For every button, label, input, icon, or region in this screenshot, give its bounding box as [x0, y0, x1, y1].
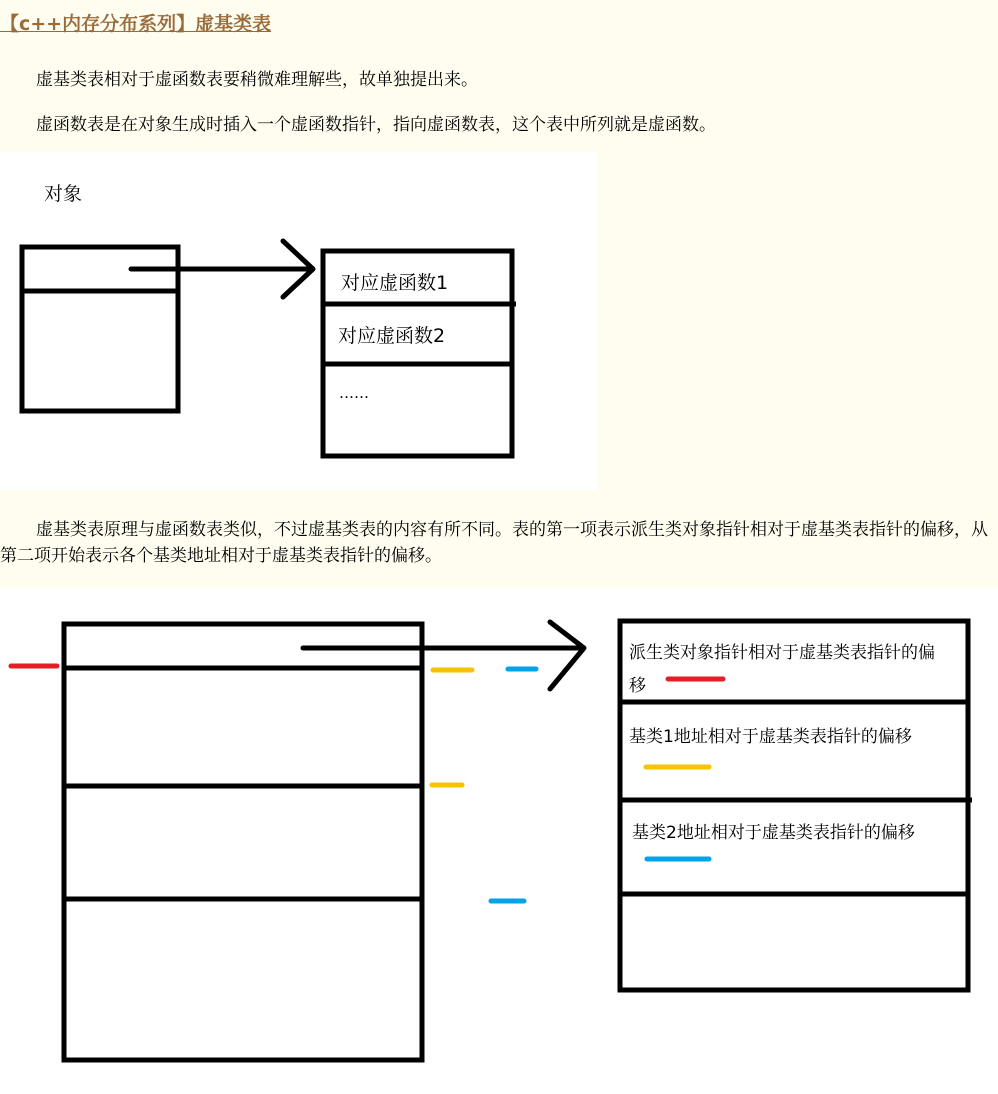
paragraph-1: 虚基类表相对于虚函数表要稍微难理解些，故单独提出来。 [36, 70, 478, 90]
paragraph-3: 虚基类表原理与虚函数表类似，不过虚基类表的内容有所不同。表的第一项表示派生类对象指针相对于虚基类表指针的偏移，从第二项开始表示各个基类地址相对于虚基类表指针的偏移。 [0, 520, 988, 566]
vbtable-diagram [0, 588, 998, 1094]
vbptr-arrow-head [550, 622, 584, 689]
vbtable-box [620, 621, 968, 990]
vtable-entry-1: 对应虚函数1 [341, 272, 449, 294]
vbtable-entry-1-line2: 移 [629, 676, 646, 696]
derived-object-box [64, 624, 422, 1060]
vbtable-entry-2: 基类1地址相对于虚基类表指针的偏移 [629, 727, 912, 747]
article-title-link[interactable]: 【c++内存分布系列】虚基类表 [0, 13, 272, 35]
object-box [22, 247, 178, 411]
object-label: 对象 [44, 183, 83, 205]
vtable-diagram [0, 152, 597, 490]
vtable-entry-ellipsis: …… [339, 384, 369, 402]
vtable-entry-2: 对应虚函数2 [338, 325, 446, 347]
paragraph-2: 虚函数表是在对象生成时插入一个虚函数指针，指向虚函数表，这个表中所列就是虚函数。 [36, 115, 716, 135]
vbtable-entry-3: 基类2地址相对于虚基类表指针的偏移 [632, 823, 915, 843]
vbtable-entry-1-line1: 派生类对象指针相对于虚基类表指针的偏 [629, 643, 935, 663]
